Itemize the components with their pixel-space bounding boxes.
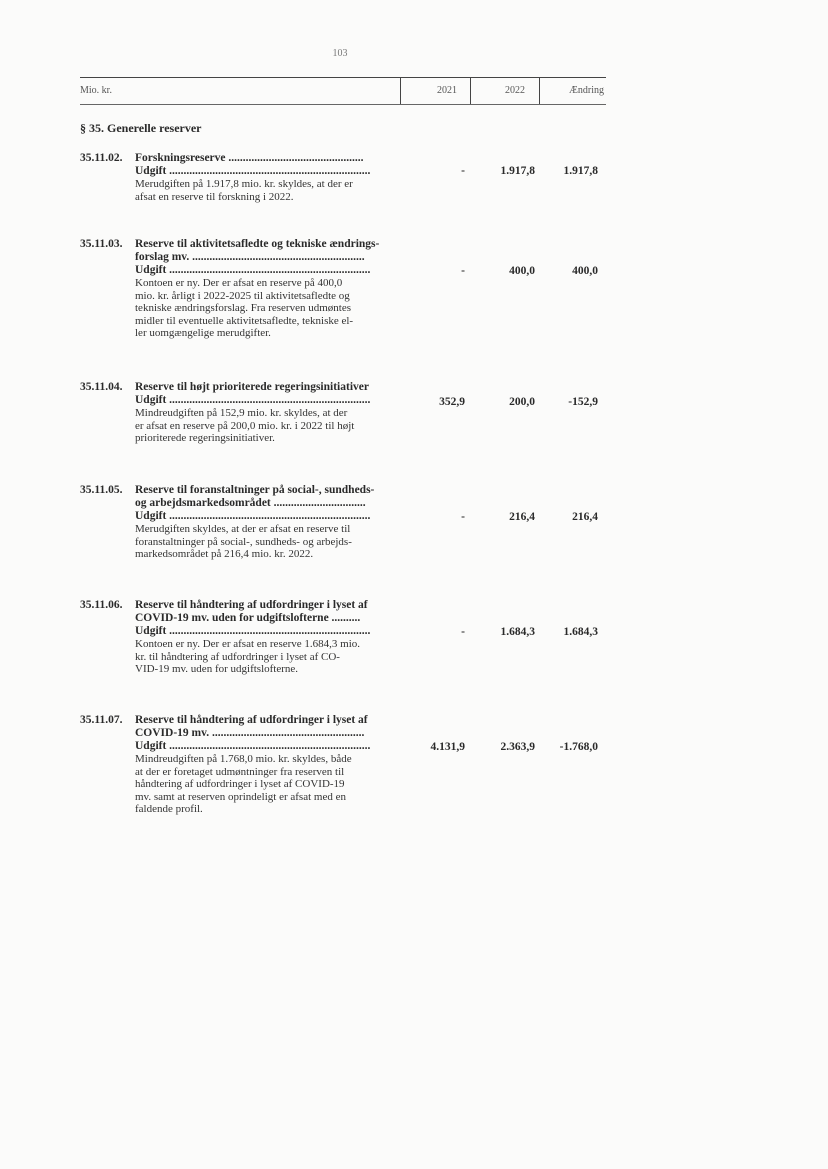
value-2022: 2.363,9 (500, 741, 535, 753)
value-2022: 1.917,8 (500, 165, 535, 177)
entry-description: håndtering af udfordringer i lyset af COVID-19 (135, 778, 345, 790)
section-title: § 35. Generelle reserver (80, 121, 202, 135)
entry-description: mio. kr. årligt i 2022-2025 til aktivitetsafledte og (135, 289, 350, 302)
account-number: 35.11.07. (80, 714, 123, 726)
entry-description: midler til eventuelle aktivitetsafledte, tekniske el- (135, 314, 354, 327)
account-number: 35.11.05. (80, 484, 123, 496)
value-2022: 400,0 (509, 265, 535, 277)
value-change: -152,9 (568, 396, 598, 408)
value-2021: 4.131,9 (430, 741, 465, 753)
entry-description: ler uomgængelige merudgifter. (135, 327, 271, 339)
column-divider (470, 78, 471, 105)
entry-description: afsat en reserve til forskning i 2022. (135, 190, 294, 203)
udgift-label: Udgift ...................................................................... (135, 510, 371, 522)
entry-description: tekniske ændringsforslag. Fra reserven udmøntes (135, 302, 351, 314)
entry-title: Reserve til håndtering af udfordringer i lyset af (135, 714, 368, 726)
account-number: 35.11.04. (80, 381, 123, 393)
entry-description: er afsat en reserve på 200,0 mio. kr. i 2022 til højt (135, 419, 355, 432)
udgift-label: Udgift ...................................................................... (135, 625, 371, 637)
entry-description: at der er foretaget udmøntninger fra reserven til (135, 765, 345, 778)
page-number: 103 (332, 48, 348, 59)
entry-description: Mindreudgiften på 152,9 mio. kr. skyldes, at der (135, 407, 348, 419)
account-number: 35.11.03. (80, 238, 123, 250)
value-2022: 200,0 (509, 396, 535, 408)
entry-description: Kontoen er ny. Der er afsat en reserve på 400,0 (135, 277, 343, 289)
table-rule-bottom (80, 104, 606, 105)
value-change: 216,4 (572, 511, 598, 523)
entry-description: Kontoen er ny. Der er afsat en reserve 1.684,3 mio. (135, 638, 361, 650)
entry-title: Reserve til foranstaltninger på social-, sundheds- (135, 484, 375, 496)
column-divider (539, 78, 540, 105)
entry-description: faldende profil. (135, 803, 203, 815)
table-header (80, 78, 606, 104)
account-number: 35.11.06. (80, 599, 123, 611)
value-change: 400,0 (572, 265, 598, 277)
value-2021: 352,9 (439, 396, 465, 408)
entry-description: Merudgiften skyldes, at der er afsat en reserve til (135, 523, 351, 535)
entry-description: Merudgiften på 1.917,8 mio. kr. skyldes, at der er (135, 178, 353, 190)
entry-title: forslag mv. ............................................................ (135, 251, 365, 263)
entry-title: Reserve til højt prioriterede regeringsinitiativer (135, 381, 369, 393)
value-2021: - (461, 265, 465, 277)
entry-description: Mindreudgiften på 1.768,0 mio. kr. skyldes, både (135, 753, 352, 765)
value-change: 1.684,3 (563, 626, 598, 638)
account-number: 35.11.02. (80, 152, 123, 164)
value-change: 1.917,8 (563, 165, 598, 177)
entry-title: COVID-19 mv. uden for udgiftslofterne .......... (135, 612, 361, 624)
header-2022: 2022 (505, 85, 525, 96)
entry-title: Reserve til aktivitetsafledte og tekniske ændrings- (135, 238, 380, 250)
udgift-label: Udgift ...................................................................... (135, 264, 371, 276)
entry-description: markedsområdet på 216,4 mio. kr. 2022. (135, 548, 314, 560)
entry-title: Forskningsreserve ............................................... (135, 152, 364, 164)
entry-title: Reserve til håndtering af udfordringer i lyset af (135, 599, 368, 611)
value-2021: - (461, 511, 465, 523)
value-2022: 1.684,3 (500, 626, 535, 638)
entry-title: COVID-19 mv. ..................................................... (135, 727, 365, 739)
entry-description: kr. til håndtering af udfordringer i lyset af CO- (135, 650, 340, 663)
entry-description: mv. samt at reserven oprindeligt er afsat med en (135, 790, 346, 803)
column-divider (400, 78, 401, 105)
header-2021: 2021 (437, 85, 457, 96)
value-2022: 216,4 (509, 511, 535, 523)
entry-title: og arbejdsmarkedsområdet ................................ (135, 497, 366, 509)
udgift-label: Udgift ...................................................................... (135, 165, 371, 177)
value-2021: - (461, 165, 465, 177)
header-unit: Mio. kr. (80, 85, 112, 96)
value-change: -1.768,0 (559, 741, 598, 753)
value-2021: - (461, 626, 465, 638)
entry-description: foranstaltninger på social-, sundheds- og arbejds- (135, 535, 352, 548)
entry-description: prioriterede regeringsinitiativer. (135, 432, 275, 444)
entry-description: VID-19 mv. uden for udgiftslofterne. (135, 663, 299, 675)
udgift-label: Udgift ...................................................................... (135, 740, 371, 752)
header-change: Ændring (569, 85, 604, 96)
udgift-label: Udgift ...................................................................... (135, 394, 371, 406)
